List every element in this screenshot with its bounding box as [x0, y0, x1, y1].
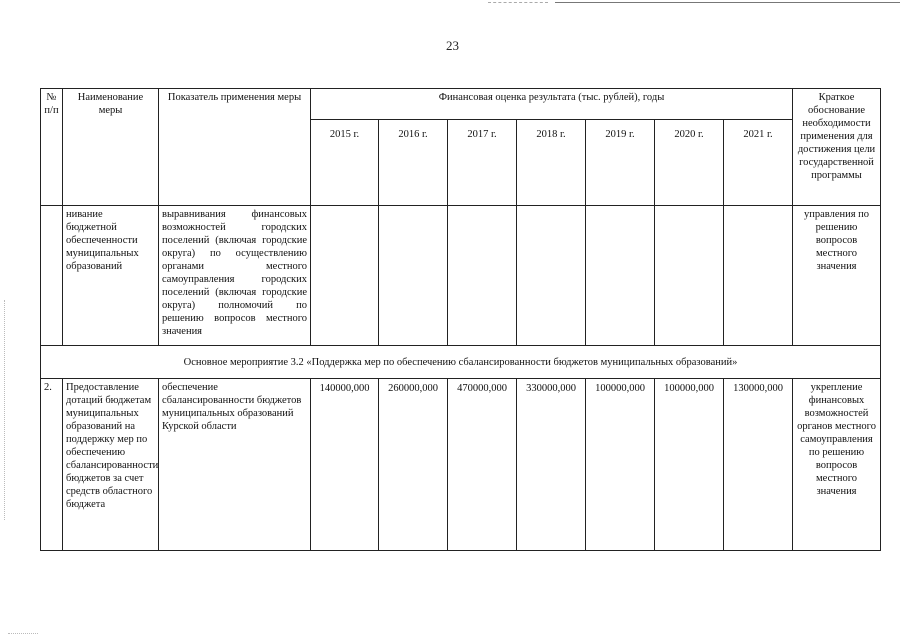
row-value [448, 206, 517, 346]
row-measure-name: нивание бюджетной обеспеченности муниципальных образований [63, 206, 159, 346]
row-indicator: выравнивания финансовых возможностей городских поселений (включая городские округа) по осуществлению органами местного самоуправления городских поселений (включая городские округа) полномочий по решению вопросов местного значения [159, 206, 311, 346]
top-rule [555, 2, 900, 3]
header-year: 2015 г. [311, 120, 379, 206]
row-value: 260000,000 [379, 379, 448, 551]
header-year: 2017 г. [448, 120, 517, 206]
row-value: 330000,000 [517, 379, 586, 551]
header-num: № п/п [41, 89, 63, 206]
row-value [655, 206, 724, 346]
row-value: 140000,000 [311, 379, 379, 551]
section-title: Основное мероприятие 3.2 «Поддержка мер по обеспечению сбалансированности бюджетов муниципальных образований» [41, 346, 881, 379]
top-dashed-rule [488, 2, 548, 3]
row-value [724, 206, 793, 346]
scan-margin-mark [4, 300, 5, 520]
row-value [311, 206, 379, 346]
measures-table [40, 88, 881, 551]
section-row [41, 346, 881, 379]
row-indicator: обеспечение сбалансированности бюджетов муниципальных образований Курской области [159, 379, 311, 551]
row-value [517, 206, 586, 346]
header-year: 2020 г. [655, 120, 724, 206]
header-indicator: Показатель применения меры [159, 89, 311, 206]
row-value: 130000,000 [724, 379, 793, 551]
table-row [41, 379, 881, 551]
table-header-row [41, 89, 881, 120]
row-justification: укрепление финансовых возможностей органов местного самоуправления по решению вопросов местного значения [793, 379, 881, 551]
row-value [379, 206, 448, 346]
row-num [41, 206, 63, 346]
header-year: 2018 г. [517, 120, 586, 206]
header-year: 2021 г. [724, 120, 793, 206]
header-measure-name: Наименование меры [63, 89, 159, 206]
header-year: 2016 г. [379, 120, 448, 206]
row-value: 100000,000 [655, 379, 724, 551]
header-year: 2019 г. [586, 120, 655, 206]
header-financial: Финансовая оценка результата (тыс. рублей), годы [311, 89, 793, 120]
row-value: 100000,000 [586, 379, 655, 551]
row-measure-name: Предоставление дотаций бюджетам муниципальных образований на поддержку мер по обеспечению сбалансированности бюджетов за счет средств областного бюджета [63, 379, 159, 551]
row-value: 470000,000 [448, 379, 517, 551]
row-value [586, 206, 655, 346]
row-justification: управления по решению вопросов местного значения [793, 206, 881, 346]
row-num: 2. [41, 379, 63, 551]
scan-speck [8, 633, 38, 634]
header-justification: Краткое обоснование необходимости применения для достижения цели государственной программы [793, 89, 881, 206]
page-number: 23 [446, 38, 459, 53]
table-row [41, 206, 881, 346]
